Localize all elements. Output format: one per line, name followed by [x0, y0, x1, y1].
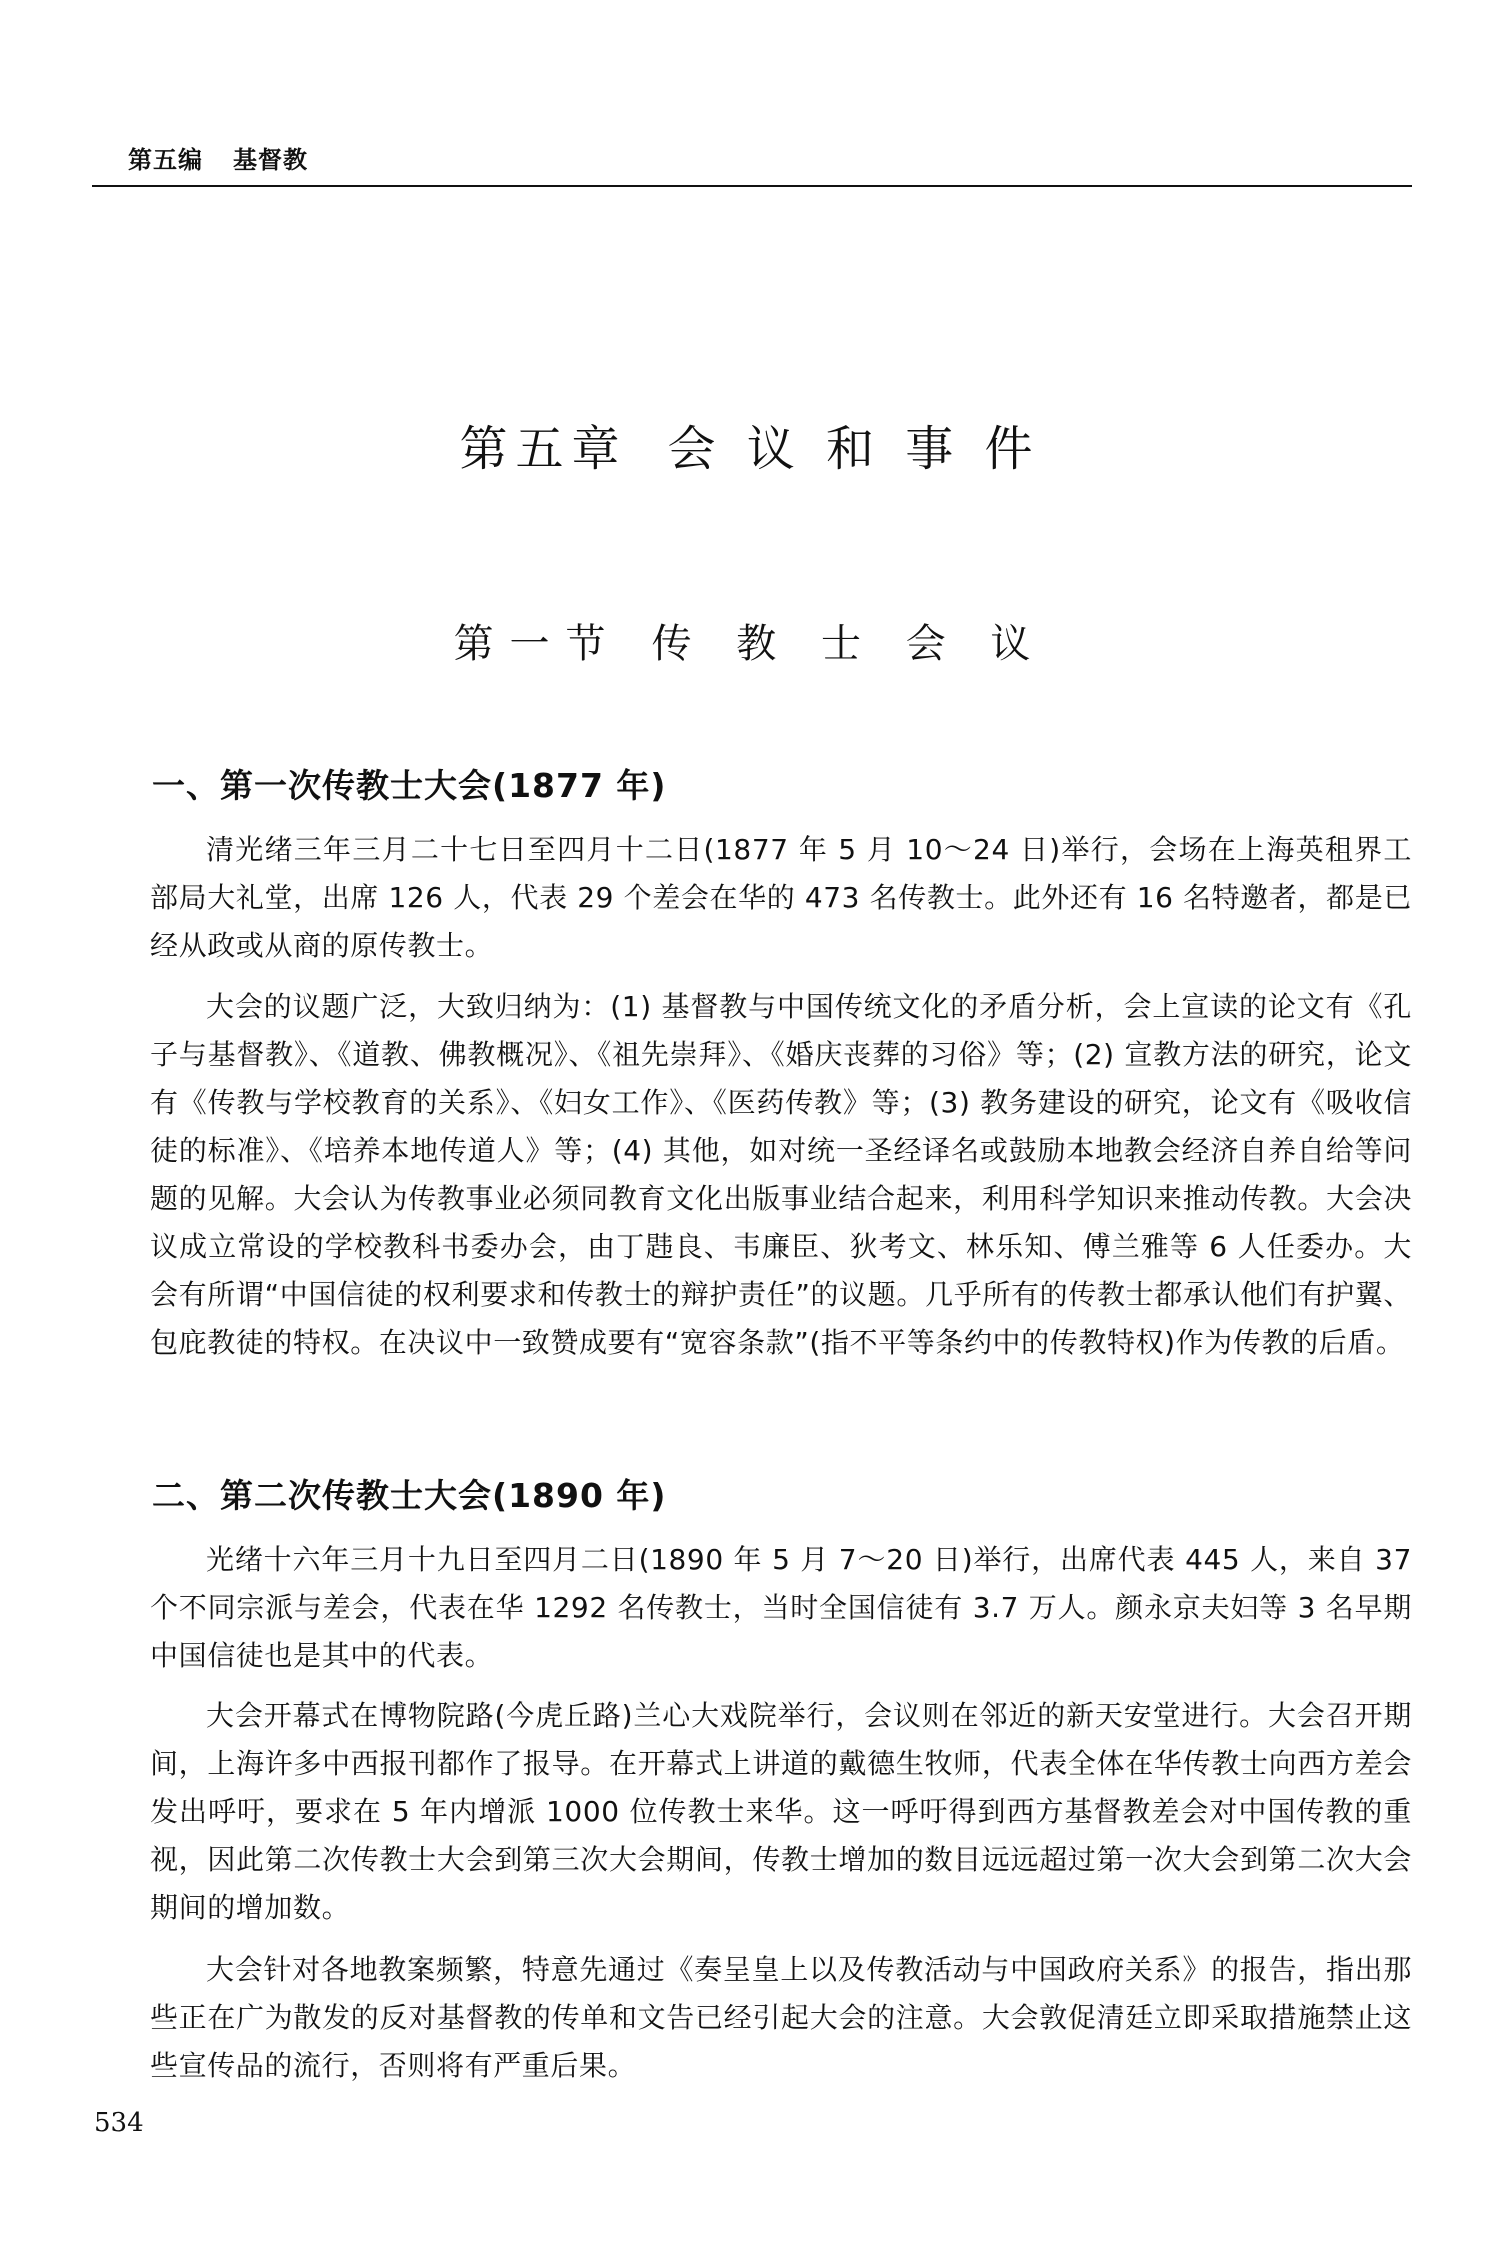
chapter-name: 会 议 和 事 件 [667, 421, 1041, 477]
chapter-number: 第五章 [459, 421, 628, 477]
section-title [0, 612, 1500, 669]
paragraph: 大会开幕式在博物院路(今虎丘路)兰心大戏院举行，会议则在邻近的新天安堂进行。大会召开期间，上海许多中西报刊都作了报导。在开幕式上讲道的戴德生牧师，代表全体在华传教士向西方差会发出呼吁，要求在 5 年内增派 1000 位传教士来华。这一呼吁得到西方基督教差会对中国传教的重视，因此第二次传教士大会到第三次大会期间，传教士增加的数目远远超过第一次大会到第二次大会期间的增加数。 [150, 1699, 1412, 1924]
page-number: 534 [94, 2108, 144, 2138]
section-number: 第一节 [453, 621, 622, 667]
paragraph: 清光绪三年三月二十七日至四月十二日(1877 年 5 月 10～24 日)举行，会场在上海英租界工部局大礼堂，出席 126 人，代表 29 个差会在华的 473 名传教士。此外还有 16 名特邀者，都是已经从政或从商的原传教士。 [150, 833, 1412, 962]
running-head [128, 140, 308, 175]
subsection-heading-2: 二、第二次传教士大会(1890 年) [152, 1476, 667, 1515]
paragraph: 大会针对各地教案频繁，特意先通过《奏呈皇上以及传教活动与中国政府关系》的报告，指出那些正在广为散发的反对基督教的传单和文告已经引起大会的注意。大会敦促清廷立即采取措施禁止这些宣传品的流行，否则将有严重后果。 [150, 1953, 1412, 2082]
running-head-title: 基督教 [233, 146, 308, 174]
paragraph: 光绪十六年三月十九日至四月二日(1890 年 5 月 7～20 日)举行，出席代表 445 人，来自 37 个不同宗派与差会，代表在华 1292 名传教士，当时全国信徒有 3.7 万人。颜永京夫妇等 3 名早期中国信徒也是其中的代表。 [150, 1543, 1412, 1672]
running-head-part: 第五编 [128, 146, 203, 174]
chapter-title [0, 410, 1500, 479]
section-name: 传 教 士 会 议 [651, 621, 1047, 667]
subsection-heading-1: 一、第一次传教士大会(1877 年) [152, 766, 667, 805]
header-rule [92, 185, 1412, 187]
paragraph: 大会的议题广泛，大致归纳为：(1) 基督教与中国传统文化的矛盾分析，会上宣读的论文有《孔子与基督教》、《道教、佛教概况》、《祖先崇拜》、《婚庆丧葬的习俗》等；(2) 宣教方法的研究，论文有《传教与学校教育的关系》、《妇女工作》、《医药传教》等；(3) 教务建设的研究，论文有《吸收信徒的标准》、《培养本地传道人》等；(4) 其他，如对统一圣经译名或鼓励本地教会经济自养自给等问题的见解。大会认为传教事业必须同教育文化出版事业结合起来，利用科学知识来推动传教。大会决议成立常设的学校教科书委办会，由丁韪良、韦廉臣、狄考文、林乐知、傅兰雅等 6 人任委办。大会有所谓“中国信徒的权利要求和传教士的辩护责任”的议题。几乎所有的传教士都承认他们有护翼、包庇教徒的特权。在决议中一致赞成要有“宽容条款”(指不平等条约中的传教特权)作为传教的后盾。 [150, 990, 1412, 1359]
